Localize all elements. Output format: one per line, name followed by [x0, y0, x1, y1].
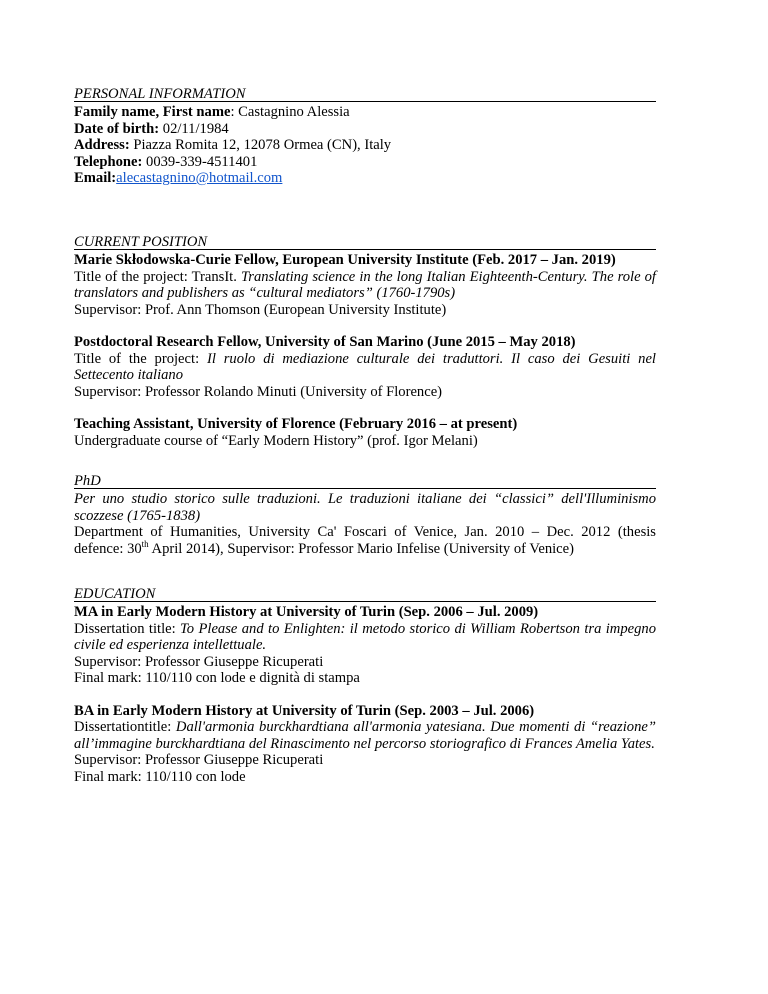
degree-supervisor: Supervisor: Professor Giuseppe Ricuperati: [74, 752, 324, 768]
dissertation-title: Dall'armonia burckhardtiana all'armonia yatesiana. Due momenti di “reazione” all’immagine burckhardtiana del Rinascimento nel percorso storiografico di Frances Amelia Yates.: [74, 719, 656, 752]
education-section: [74, 586, 656, 785]
degree-block: [74, 703, 656, 786]
dob-value: 02/11/1984: [159, 120, 229, 137]
position-block: [74, 334, 656, 400]
email-link[interactable]: alecastagnino@hotmail.com: [116, 170, 283, 186]
dissertation-label: Dissertation title:: [74, 620, 181, 637]
position-title-text: Marie Skłodowska-Curie Fellow, European University Institute (Feb. 2017 – Jan. 2019): [74, 252, 616, 268]
position-title: [74, 252, 656, 269]
phd-details-text: Department of Humanities, University Ca' Foscari of Venice, Jan. 2010 – Dec. 2012 (thesis defence: 30: [74, 524, 656, 557]
position-description: Undergraduate course of “Early Modern History” (prof. Igor Melani): [74, 432, 478, 449]
position-block: [74, 252, 656, 318]
current-position-section: [74, 234, 656, 449]
name-value: : Castagnino Alessia: [230, 104, 350, 120]
address-label: Address:: [74, 137, 130, 153]
position-supervisor: Supervisor: Professor Rolando Minuti (University of Florence): [74, 383, 443, 400]
email-label: Email:: [74, 170, 117, 186]
section-rule: [74, 601, 656, 602]
address-value: Piazza Romita 12, 12078 Ormea (CN), Italy: [129, 137, 392, 153]
degree-supervisor: Supervisor: Professor Giuseppe Ricuperati: [74, 653, 324, 670]
phone-row: [74, 154, 656, 171]
section-header: [74, 234, 656, 252]
degree-title-text: BA in Early Modern History at University of Turin (Sep. 2003 – Jul. 2006): [74, 702, 535, 719]
dissertation-label: Dissertationtitle:: [74, 719, 176, 735]
project-title: Il ruolo di mediazione culturale dei traduttori. Il caso dei Gesuiti nel Settecento italiano: [74, 350, 656, 383]
dob-label: Date of birth:: [74, 120, 160, 137]
section-title: PERSONAL INFORMATION: [74, 86, 246, 102]
personal-information-section: [74, 86, 656, 187]
phd-section: [74, 473, 656, 557]
degree-final-mark: Final mark: 110/110 con lode e dignità di stampa: [74, 670, 360, 686]
degree-final-mark: Final mark: 110/110 con lode: [74, 768, 246, 785]
thesis-title: Per uno studio storico sulle traduzioni. Le traduzioni italiane dei “classici” dell'Illuminismo scozzese (1765-1838): [74, 491, 656, 524]
section-header: [74, 86, 656, 104]
dissertation: [74, 621, 656, 654]
position-block: [74, 416, 656, 449]
phd-details: [74, 524, 656, 557]
section-header: [74, 473, 656, 491]
dissertation-title: To Please and to Enlighten: il metodo storico di William Robertson tra impegno civile ed esperienza intellettuale.: [74, 620, 656, 653]
position-supervisor: Supervisor: Prof. Ann Thomson (European University Institute): [74, 301, 447, 318]
section-title: CURRENT POSITION: [74, 234, 208, 250]
name-row: [74, 104, 656, 121]
section-header: [74, 586, 656, 604]
position-title: [74, 416, 656, 433]
section-title: EDUCATION: [74, 586, 156, 602]
section-title: PhD: [74, 473, 101, 489]
address-row: [74, 137, 656, 154]
position-title-text: Teaching Assistant, University of Florence (February 2016 – at present): [74, 416, 518, 432]
phone-label: Telephone:: [74, 153, 143, 170]
position-title: [74, 334, 656, 351]
degree-title: [74, 604, 656, 621]
phone-value: 0039-339-4511401: [142, 153, 258, 170]
dissertation: [74, 719, 656, 752]
position-title-text: Postdoctoral Research Fellow, University of San Marino (June 2015 – May 2018): [74, 334, 576, 350]
degree-title: [74, 703, 656, 720]
email-row: [74, 170, 656, 187]
degree-block: [74, 604, 656, 687]
ordinal-suffix: th: [141, 538, 149, 549]
position-project: [74, 269, 656, 302]
phd-thesis-title: [74, 491, 656, 524]
section-rule: [74, 488, 656, 489]
name-label: Family name, First name: [74, 104, 231, 120]
position-project: [74, 351, 656, 384]
dob-row: [74, 121, 656, 138]
project-title: Translating science in the long Italian Eighteenth-Century. The role of translators and publishers as “cultural mediators” (1760-1790s): [74, 268, 656, 301]
project-label: Title of the project:: [74, 350, 207, 367]
project-label: Title of the project: TransIt.: [74, 268, 241, 285]
degree-title-text: MA in Early Modern History at University of Turin (Sep. 2006 – Jul. 2009): [74, 604, 539, 620]
phd-details-text-end: April 2014), Supervisor: Professor Mario Infelise (University of Venice): [148, 540, 574, 557]
